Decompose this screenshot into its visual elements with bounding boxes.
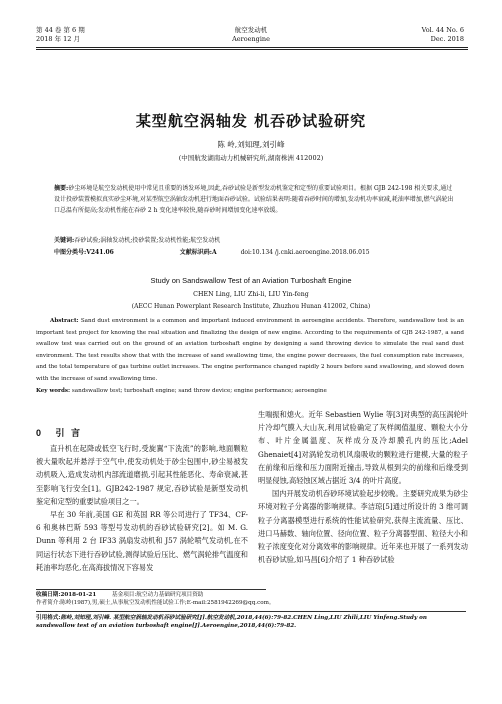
volume-issue-en: Vol. 44 No. 6 [421, 26, 464, 34]
left-paragraph-2: 早在 30 年前,美国 GE 和英国 RR 等公司进行了 TF34、CF-6 和奥林巴斯 593 等型号发动机的吞砂试验研究[2]。如 M. G. Dunn 等利用 2 台 IF33 涡扇发动机和 J57 涡轮喷气发动机,在不同运行状态下进行吞砂试验,测得试验后压比、燃气涡轮排气温度和耗油率均恶化,在高海拔情况下容易发 [36, 510, 248, 572]
right-paragraph-2: 国内开展发动机吞砂环境试验起步较晚。主要研究成果为砂尘环境对粒子分离器的影响规律。李洁琼[5]通过所设计的 3 维可调粒子分离器模型进行系统的性能试验研究,获得主流流量、压比、进口马赫数、轴向位置、径向位置、粒子分离器型面、粒径大小和粒子浓度变化对分离效率的影响规律。近年来也开展了一系列发动机吞砂试验,如马昌[6]介绍了 1 种吞砂试验 [258, 489, 468, 565]
paper-title-cn: 某型航空涡轴发 机吞砂试验研究 [135, 112, 367, 130]
keywords-en [36, 386, 464, 398]
left-column [36, 442, 248, 586]
header-rule [36, 47, 468, 48]
journal-name-en: Aeroengine [232, 35, 270, 43]
abstract-en [36, 316, 464, 385]
abstract-cn [54, 183, 458, 216]
doi: doi:10.134 /j.cnki.aeroengine.2018.06.015 [240, 249, 370, 256]
citation-text: 陈岭,刘知理,刘引峰. 某型航空涡轴发动机吞砂试验研究[J].航空发动机,2018,44(6):79-82.CHEN Ling,LIU Zhili,LIU Yinfeng.Study on sandswallow test of an aviation turboshaft engine[J].Aeroengine,2018,44(6):79-82. [36, 615, 427, 629]
section-title: 引 言 [55, 428, 83, 438]
section-heading [36, 426, 82, 439]
abstract-en-label: Abstract: [50, 318, 79, 324]
received-date: 收稿日期:2018-01-21 [36, 592, 97, 598]
issue-date-en: Dec. 2018 [430, 35, 464, 43]
document-code: 文献标识码:A [179, 249, 217, 256]
keywords-en-text: sandswallow test; turboshaft engine; sand throw device; engine performance; aeroengine [71, 388, 327, 394]
citation-label: 引用格式: [36, 615, 61, 621]
classification-line [54, 247, 458, 258]
right-column [258, 408, 468, 586]
abstract-en-text: Sand dust environment is a common and important induced environment in aeroengine accidents. Therefore, sandswallow test is an important test project for knowing the real situation and finalizing the design of new engine. According to the requirements of GJB 242-1987, a sand swallow test was carried out on the ground of an aviation turboshaft engine by designing a sand throwing device to simulate the real sand dust environment. The test results show that with the increase of sand swallowing time, the engine power decreases, the fuel consumption rate increases, and the total temperature of gas turbine outlet increases. The engine performance changed rapidly 2 hours before sand swallowing, and slowed down with the increase of sand swallowing time. [36, 318, 465, 382]
right-paragraph-1: 生喘振和熄火。近年 Sebastien Wylie 等[3]对典型的高压涡轮叶片冷却气膜入大山灰,利用试验确定了灰样阈值温度、颗粒大小分布、叶片金属温度、灰样成分及冷却膜孔内的压比;Adel Ghenaiet[4]对涡轮发动机风扇吸收的颗粒进行建模,大量的粒子在前缘和后缘和压力面附近撞击,导致从根到尖的前缘和后缘受到明显侵蚀,高轻蚀区域占据近 3/4 的叶片高度。 [258, 410, 468, 486]
authors-en: CHEN Ling, LIU Zhi-li, LIU Yin-feng [193, 291, 309, 298]
abstract-cn-text: 砂尘环境是航空发动机使用中常见且重要的诱发环境,因此,吞砂试验是新型发动机鉴定和定型的重要试验项目。根据 GJB 242-198 相关要求,通过设计投砂装置模拟真实砂尘环境,对某型航空涡轴发动机进行地面吞砂试验。试验结果表明:随着吞砂时间的增加,发动机功率衰减,耗油率增加,燃气涡轮出口总温有所提高;发动机性能在吞砂 2 h 变化速率较快,随吞砂时间增加变化速率放缓。 [54, 185, 454, 214]
footnote-rule [36, 589, 266, 590]
author-bio: 作者简介:陈岭(1987),男,硕士,从事航空发动机性能试验工作;E-mail:258194226​9@qq.com。 [36, 600, 275, 606]
header-rule-thin [36, 49, 468, 50]
journal-name-cn: 航空发动机 [234, 26, 268, 34]
keywords-en-label: Key words: [36, 388, 71, 394]
affiliation-en: (AECC Hunan Powerplant Research Institute, Zhuzhou Hunan 412002, China) [131, 303, 371, 310]
footnote [36, 591, 466, 607]
issue-date: 2018 年 12 月 [36, 35, 81, 43]
running-header-right [422, 26, 464, 44]
volume-issue: 第 44 卷 第 6 期 [36, 26, 85, 34]
fund-info: 基金项目:航空动力基础研究项目资助 [112, 592, 204, 598]
keywords-cn-label: 关键词: [54, 237, 75, 244]
clc-number: 中图分类号:V241.06 [54, 249, 114, 256]
authors-cn: 陈 岭,刘知理,刘引峰 [217, 140, 285, 149]
affiliation-cn: (中国航发湖南动力机械研究所,湖南株洲 412002) [178, 154, 324, 162]
keywords-cn-text: 吞砂试验;涡轴发动机;投砂装置;发动机性能;航空发动机 [74, 237, 221, 244]
left-paragraph-1: 直升机在起降或低空飞行时,受旋翼“下洗流”的影响,地面颗粒被大量吹起并悬浮于空气中,使发动机处于砂尘包围中,砂尘易被发动机吸入,造成发动机内部流道磨损,引起其性能恶化、寿命衰减,甚至影响飞行安全[1]。GJB242-1987 规定,吞砂试验是新型发动机鉴定和定型的重要试验项目之一。 [36, 444, 248, 506]
abstract-cn-label: 摘要: [54, 185, 69, 192]
keywords-cn [54, 235, 458, 246]
paper-title-en: Study on Sandswallow Test of an Aviation Turboshaft Engine [150, 276, 352, 285]
citation-block [36, 614, 466, 630]
citation-rule [36, 611, 466, 612]
section-number: 0 [36, 428, 44, 438]
